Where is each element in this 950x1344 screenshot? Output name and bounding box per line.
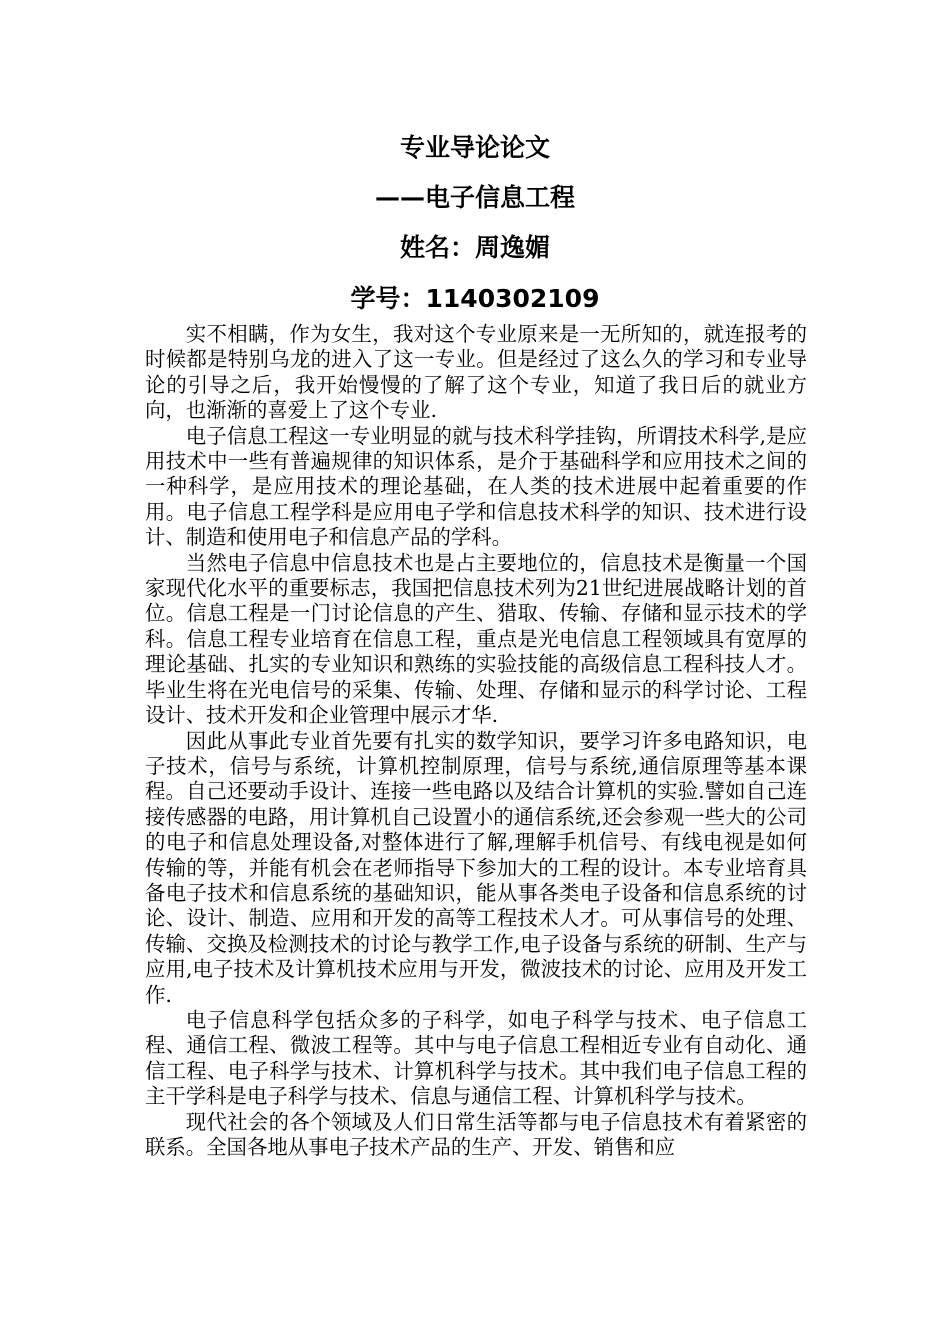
paper-title: 专业导论论文 — [399, 133, 550, 162]
paragraph-technical-science: 电子信息工程这一专业明显的就与技术科学挂钩，所谓技术科学,是应用技术中一些有普遍规律的知识体系，是介于基础科学和应用技术之间的一种科学，是应用技术的理论基础，在人类的技术进展中起着重要的作用。电子信息工程学科是应用电子学和信息技术科学的知识、技术进行设计、制造和使用电子和信息产品的学科。 — [145, 423, 807, 550]
paragraph-modern-society: 现代社会的各个领域及人们日常生活等都与电子信息技术有着紧密的联系。全国各地从事电子技术产品的生产、开发、销售和应 — [145, 1109, 807, 1159]
paragraph-curriculum: 因此从事此专业首先要有扎实的数学知识，要学习许多电路知识，电子技术，信号与系统，计算机控制原理，信号与系统,通信原理等基本课程。自己还要动手设计、连接一些电路以及结合计算机的实验.譬如自己连接传感器的电路，用计算机自己设置小的通信系统,还会参观一些大的公司的电子和信息处理设备,对整体进行了解,理解手机信号、有线电视是如何传输的等，并能有机会在老师指导下参加大的工程的设计。本专业培育具备电子技术和信息系统的基础知识，能从事各类电子设备和信息系统的讨论、设计、制造、应用和开发的高等工程技术人才。可从事信号的处理、传输、交换及检测技术的讨论与教学工作,电子设备与系统的研制、生产与应用,电子技术及计算机技术应用与开发，微波技术的讨论、应用及开发工作. — [145, 728, 807, 1007]
paragraph-intro: 实不相瞒，作为女生，我对这个专业原来是一无所知的，就连报考的时候都是特别乌龙的进入了这一专业。但是经过了这么久的学习和专业导论的引导之后，我开始慢慢的了解了这个专业，知道了我日后的就业方向，也渐渐的喜爱上了这个专业. — [145, 322, 807, 423]
paper-subtitle: ——电子信息工程 — [374, 183, 575, 212]
document-body — [145, 322, 807, 1160]
student-id: 学号：1140302109 — [350, 284, 600, 313]
author-name: 姓名：周逸媚 — [399, 233, 550, 262]
paragraph-subdisciplines: 电子信息科学包括众多的子科学，如电子科学与技术、电子信息工程、通信工程、微波工程等。其中与电子信息工程相近专业有自动化、通信工程、电子科学与技术、计算机科学与技术。其中我们电子信息工程的主干学科是电子科学与技术、信息与通信工程、计算机科学与技术。 — [145, 1007, 807, 1109]
paragraph-information-technology: 当然电子信息中信息技术也是占主要地位的，信息技术是衡量一个国家现代化水平的重要标志，我国把信息技术列为21世纪进展战略计划的首位。信息工程是一门讨论信息的产生、猎取、传输、存储和显示技术的学科。信息工程专业培育在信息工程，重点是光电信息工程领域具有宽厚的理论基础、扎实的专业知识和熟练的实验技能的高级信息工程科技人才。毕业生将在光电信号的采集、传输、处理、存储和显示的科学讨论、工程设计、技术开发和企业管理中展示才华. — [145, 550, 807, 728]
